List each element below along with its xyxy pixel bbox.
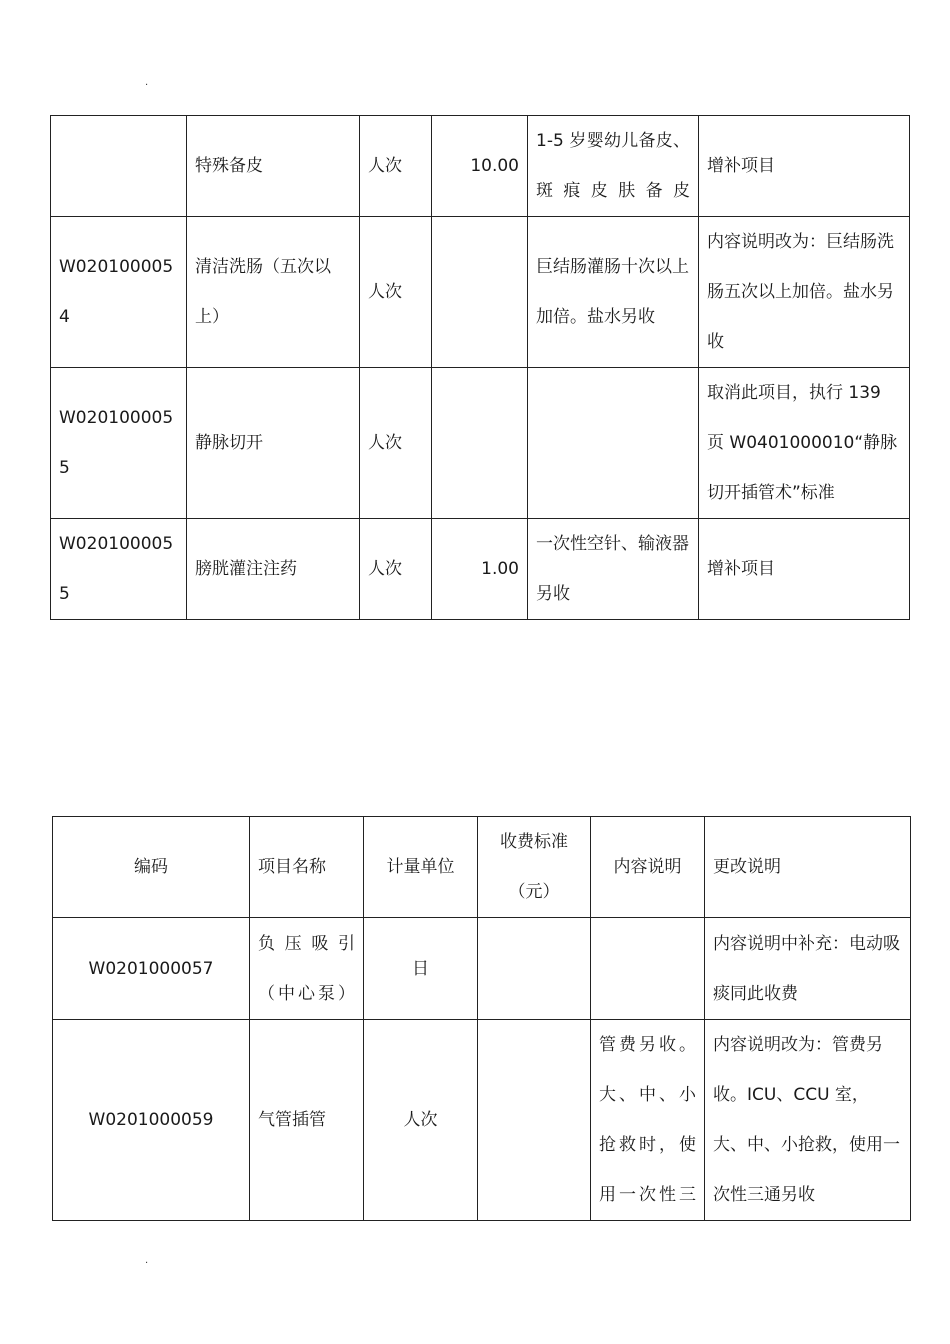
price-cell	[478, 918, 591, 1020]
fee-table	[52, 816, 911, 1221]
change-cell: 取消此项目，执行 139 页 W0401000010“静脉切开插管术”标准	[699, 368, 910, 519]
header-price: 收费标准（元）	[478, 817, 591, 918]
fee-table-continued	[50, 115, 910, 620]
header-name: 项目名称	[250, 817, 364, 918]
unit-cell: 人次	[364, 1020, 478, 1221]
header-code: 编码	[53, 817, 250, 918]
name-cell: 特殊备皮	[187, 116, 360, 217]
page-marker-bottom: .	[145, 1255, 149, 1266]
content-cell	[528, 368, 699, 519]
unit-cell: 人次	[360, 368, 432, 519]
unit-cell: 人次	[360, 217, 432, 368]
content-cell: 管费另收。大、中、小抢救时，使用一次性三	[591, 1020, 705, 1221]
page-marker-top: .	[145, 77, 149, 88]
table-row	[51, 116, 910, 217]
code-cell	[51, 116, 187, 217]
name-cell: 静脉切开	[187, 368, 360, 519]
name-cell: 气管插管	[250, 1020, 364, 1221]
code-cell: W0201000059	[53, 1020, 250, 1221]
content-cell: 一次性空针、输液器另收	[528, 519, 699, 620]
table-row	[51, 519, 910, 620]
name-cell: 清洁洗肠（五次以上）	[187, 217, 360, 368]
price-cell: 1.00	[432, 519, 528, 620]
name-cell: 负压吸引（中心泵）	[250, 918, 364, 1020]
table-row	[53, 918, 911, 1020]
table-row	[51, 368, 910, 519]
content-cell: 1-5 岁婴幼儿备皮、斑痕皮肤备皮	[528, 116, 699, 217]
table-row	[53, 1020, 911, 1221]
change-cell: 内容说明改为：管费另收。ICU、CCU 室，大、中、小抢救，使用一次性三通另收	[705, 1020, 911, 1221]
table-row	[51, 217, 910, 368]
change-cell: 内容说明中补充：电动吸痰同此收费	[705, 918, 911, 1020]
change-cell: 内容说明改为：巨结肠洗肠五次以上加倍。盐水另收	[699, 217, 910, 368]
header-unit: 计量单位	[364, 817, 478, 918]
price-cell: 10.00	[432, 116, 528, 217]
change-cell: 增补项目	[699, 519, 910, 620]
code-cell: W0201000055	[51, 368, 187, 519]
price-cell	[432, 368, 528, 519]
code-cell: W0201000054	[51, 217, 187, 368]
content-cell: 巨结肠灌肠十次以上加倍。盐水另收	[528, 217, 699, 368]
header-change: 更改说明	[705, 817, 911, 918]
unit-cell: 日	[364, 918, 478, 1020]
header-content: 内容说明	[591, 817, 705, 918]
change-cell: 增补项目	[699, 116, 910, 217]
price-cell	[432, 217, 528, 368]
code-cell: W0201000057	[53, 918, 250, 1020]
price-cell	[478, 1020, 591, 1221]
table-header-row	[53, 817, 911, 918]
unit-cell: 人次	[360, 116, 432, 217]
content-cell	[591, 918, 705, 1020]
unit-cell: 人次	[360, 519, 432, 620]
name-cell: 膀胱灌注注药	[187, 519, 360, 620]
code-cell: W0201000055	[51, 519, 187, 620]
